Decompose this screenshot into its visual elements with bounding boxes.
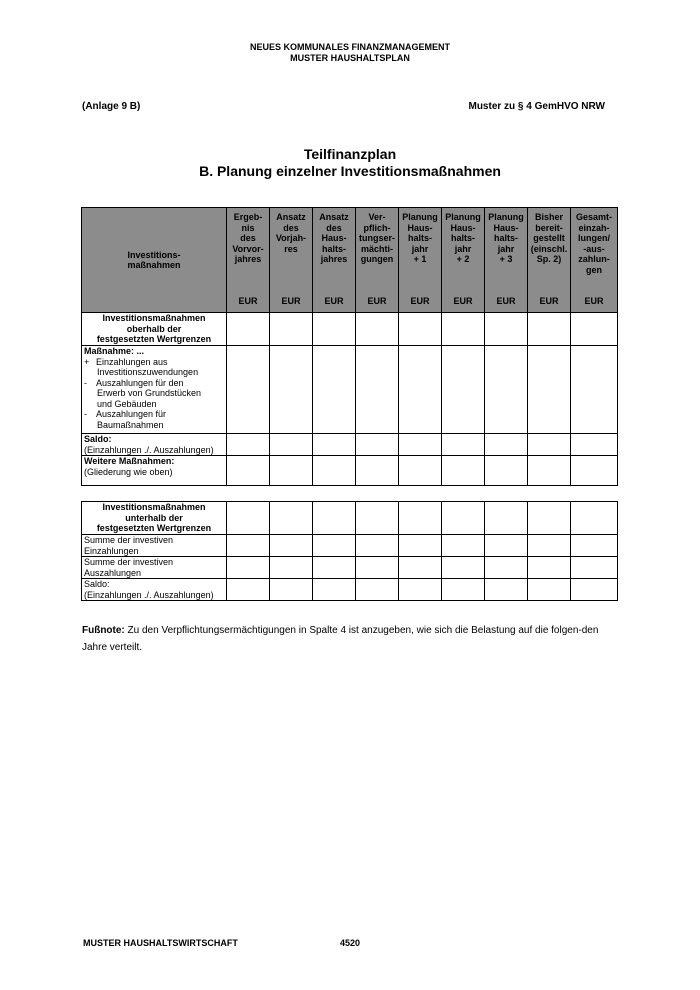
table-cell — [571, 579, 618, 601]
investment-table-below-threshold — [81, 501, 618, 601]
table-cell — [270, 557, 313, 579]
table-cell — [270, 434, 313, 456]
table-cell — [227, 557, 270, 579]
table-cell — [399, 535, 442, 557]
table-cell — [571, 535, 618, 557]
header-text: Ansatz des Vorjah- res — [275, 212, 307, 254]
unit-label: EUR — [584, 295, 604, 306]
table-cell — [485, 346, 528, 434]
table-cell — [356, 456, 399, 486]
table-cell — [356, 434, 399, 456]
header-column — [227, 208, 270, 313]
title-line-1: Teilfinanzplan — [303, 146, 397, 162]
table-cell — [442, 557, 485, 579]
table-cell — [399, 557, 442, 579]
muster-reference: Muster zu § 4 GemHVO NRW — [468, 101, 605, 112]
table-cell — [356, 535, 399, 557]
table-cell — [227, 434, 270, 456]
table-row — [82, 456, 618, 486]
header-text: Investitions- — [127, 249, 181, 260]
table-cell — [442, 502, 485, 535]
table-cell — [356, 502, 399, 535]
table-cell — [313, 313, 356, 346]
table-cell — [227, 535, 270, 557]
row-label-measure: Maßnahme: ... + Einzahlungen aus Investitionszuwendungen - Auszahlungen für den Erwerb von Grundstücken und Gebäuden - Auszahlungen für Baumaßnahmen — [82, 346, 227, 434]
measure-item: + Einzahlungen aus — [84, 356, 168, 367]
table-row — [82, 313, 618, 346]
header-text: Planung Haus- halts- jahr + 2 — [445, 212, 481, 264]
table-cell — [485, 535, 528, 557]
table-header-row — [82, 208, 618, 313]
row-label-saldo: Saldo: (Einzahlungen ./. Auszahlungen) — [82, 579, 227, 601]
header-column — [528, 208, 571, 313]
table-cell — [227, 456, 270, 486]
anlage-label: (Anlage 9 B) — [82, 101, 141, 112]
table-cell — [485, 456, 528, 486]
row-label-sum-deposits: Summe der investiven Einzahlungen — [82, 535, 227, 557]
header-text: Planung Haus- halts- jahr + 3 — [488, 212, 524, 264]
table-cell — [442, 579, 485, 601]
table-cell — [528, 502, 571, 535]
header-column — [571, 208, 618, 313]
table-cell — [270, 502, 313, 535]
table-cell — [571, 502, 618, 535]
table-cell — [528, 346, 571, 434]
investment-table-above-threshold — [81, 207, 618, 486]
table-row — [82, 346, 618, 434]
document-header — [0, 42, 700, 64]
table-cell — [227, 313, 270, 346]
header-column — [270, 208, 313, 313]
table-cell — [571, 557, 618, 579]
table-cell — [313, 535, 356, 557]
table-cell — [399, 346, 442, 434]
table-cell — [442, 434, 485, 456]
table-row — [82, 557, 618, 579]
header-column — [399, 208, 442, 313]
table-cell — [528, 535, 571, 557]
measure-title: Maßnahme: ... — [84, 346, 145, 356]
header-text: maßnahmen — [127, 260, 181, 270]
table-cell — [313, 456, 356, 486]
table-cell — [399, 313, 442, 346]
table-cell — [485, 557, 528, 579]
header-line-1: NEUES KOMMUNALES FINANZMANAGEMENT — [250, 42, 450, 52]
header-text: Gesamt- einzah- lungen/ -aus- zahlun- gen — [575, 212, 612, 275]
table-cell — [442, 313, 485, 346]
table-cell — [313, 557, 356, 579]
footnote-label: Fußnote: — [82, 625, 125, 636]
table-cell — [356, 557, 399, 579]
table-cell — [571, 434, 618, 456]
table-cell — [270, 579, 313, 601]
table-cell — [313, 434, 356, 456]
table-cell — [528, 579, 571, 601]
table-row — [82, 434, 618, 456]
table-cell — [528, 557, 571, 579]
footnote — [82, 622, 616, 656]
header-investment-measures — [82, 208, 227, 313]
table-cell — [399, 434, 442, 456]
header-column — [442, 208, 485, 313]
unit-label: EUR — [238, 295, 258, 306]
table-row — [82, 535, 618, 557]
table-cell — [356, 313, 399, 346]
table-cell — [528, 313, 571, 346]
row-label-above-threshold: Investitionsmaßnahmen oberhalb der festgesetzten Wertgrenzen — [82, 313, 227, 346]
table-cell — [399, 456, 442, 486]
header-column — [356, 208, 399, 313]
table-cell — [313, 346, 356, 434]
table-cell — [485, 434, 528, 456]
table-cell — [270, 346, 313, 434]
unit-label: EUR — [281, 295, 301, 306]
page-title — [0, 146, 700, 180]
row-label-below-threshold: Investitionsmaßnahmen unterhalb der festgesetzten Wertgrenzen — [82, 502, 227, 535]
header-column — [313, 208, 356, 313]
row-label-sum-payments: Summe der investiven Auszahlungen — [82, 557, 227, 579]
unit-label: EUR — [410, 295, 430, 306]
table-cell — [227, 579, 270, 601]
row-label-further-measures: Weitere Maßnahmen: (Gliederung wie oben) — [82, 456, 227, 486]
table-cell — [528, 456, 571, 486]
table-cell — [313, 579, 356, 601]
table-cell — [356, 579, 399, 601]
table-row — [82, 579, 618, 601]
table-cell — [442, 456, 485, 486]
unit-label: EUR — [324, 295, 344, 306]
table-cell — [399, 579, 442, 601]
header-text: Ansatz des Haus- halts- jahres — [319, 212, 349, 264]
unit-label: EUR — [496, 295, 516, 306]
row-label-saldo: Saldo: (Einzahlungen ./. Auszahlungen) — [82, 434, 227, 456]
table-cell — [485, 313, 528, 346]
header-text: Ver- pflich- tungser- mächti- gungen — [359, 212, 395, 264]
table-cell — [399, 502, 442, 535]
table-cell — [270, 456, 313, 486]
unit-label: EUR — [453, 295, 473, 306]
footnote-text: Zu den Verpflichtungsermächtigungen in Spalte 4 ist anzugeben, wie sich die Belastung auf die folgen-den Jahre verteilt. — [82, 625, 599, 653]
measure-item: - Auszahlungen für den — [84, 377, 184, 388]
table-cell — [227, 346, 270, 434]
header-text: Planung Haus- halts- jahr + 1 — [402, 212, 438, 264]
table-cell — [356, 346, 399, 434]
table-cell — [528, 434, 571, 456]
table-cell — [442, 535, 485, 557]
table-row — [82, 502, 618, 535]
title-line-2: B. Planung einzelner Investitionsmaßnahmen — [199, 163, 501, 179]
table-cell — [571, 346, 618, 434]
header-text: Ergeb- nis des Vorvor- jahres — [232, 212, 264, 264]
unit-label: EUR — [367, 295, 387, 306]
table-cell — [270, 535, 313, 557]
header-line-2: MUSTER HAUSHALTSPLAN — [290, 53, 410, 63]
table-cell — [571, 313, 618, 346]
table-cell — [442, 346, 485, 434]
footer-left: MUSTER HAUSHALTSWIRTSCHAFT — [83, 938, 238, 948]
header-text: Bisher bereit- gestellt (einschl. Sp. 2) — [530, 212, 568, 264]
footer-page-number: 4520 — [340, 938, 361, 948]
measure-item: - Auszahlungen für — [84, 409, 167, 419]
header-column — [485, 208, 528, 313]
table-cell — [227, 502, 270, 535]
table-cell — [485, 579, 528, 601]
table-cell — [313, 502, 356, 535]
table-cell — [270, 313, 313, 346]
table-cell — [571, 456, 618, 486]
table-cell — [485, 502, 528, 535]
unit-label: EUR — [539, 295, 559, 306]
